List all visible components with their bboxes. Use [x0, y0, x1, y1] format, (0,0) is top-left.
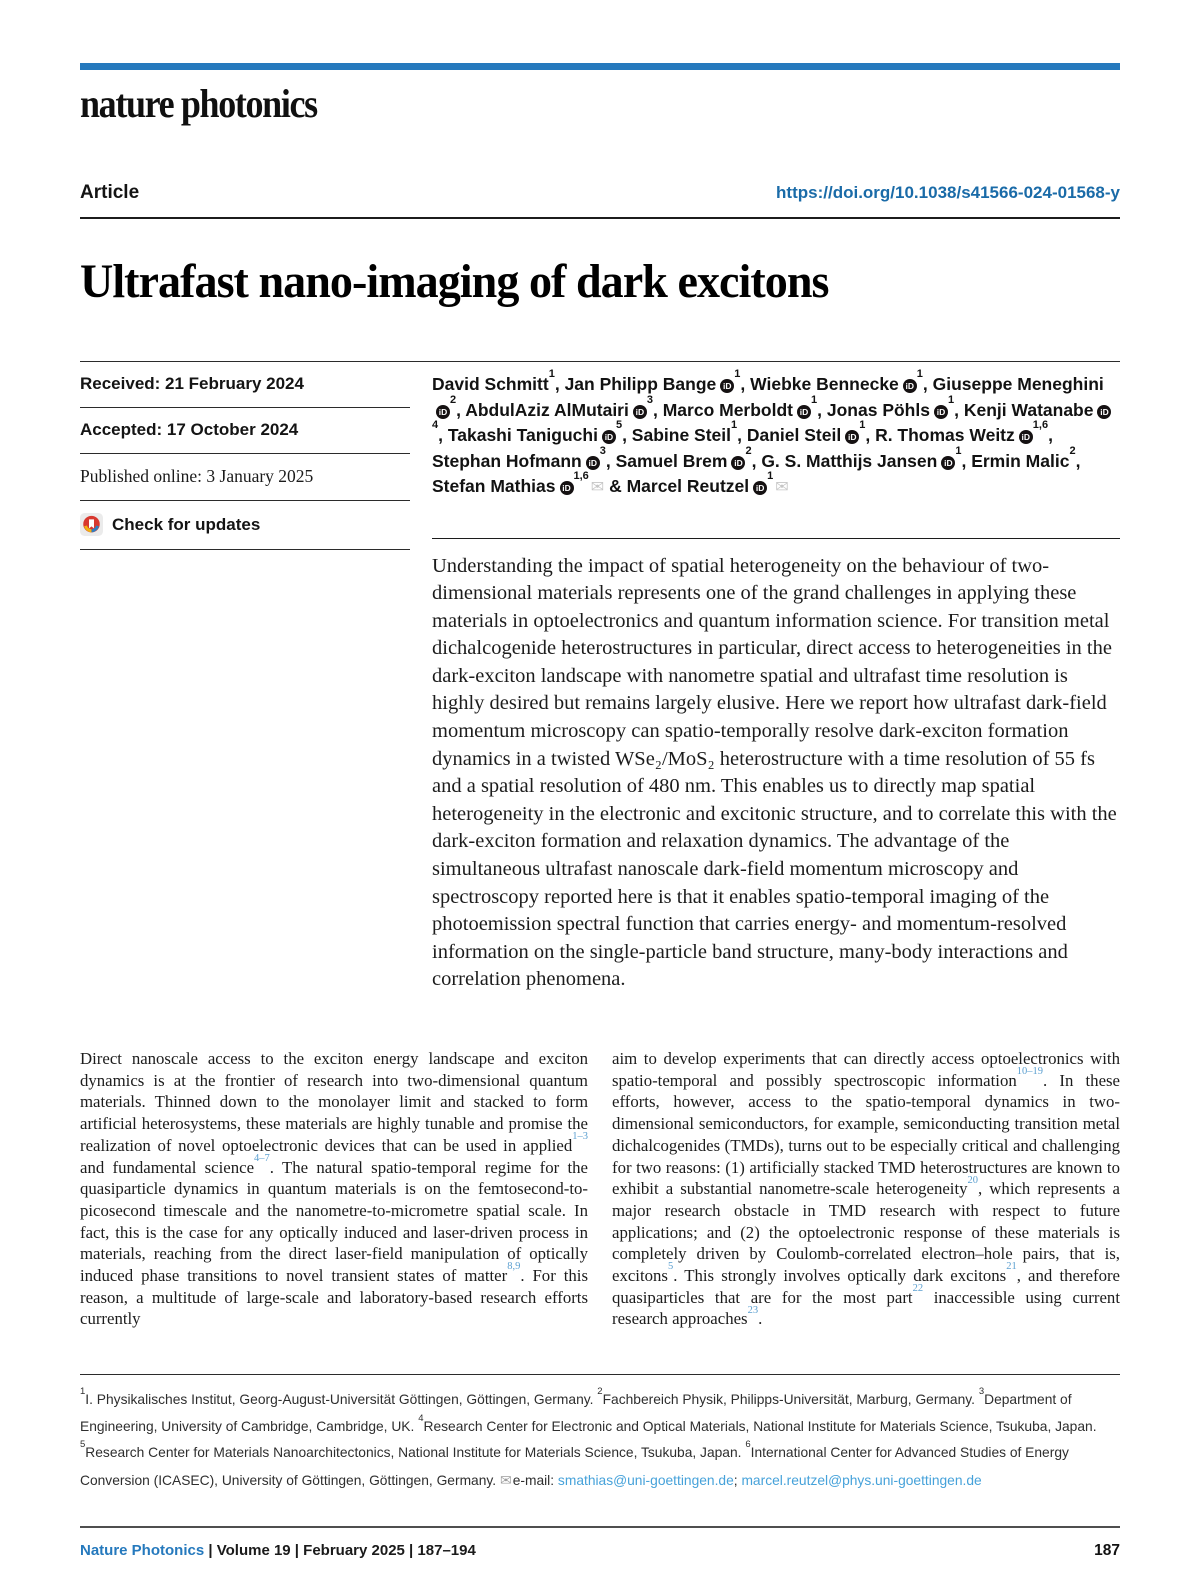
- authors-and-abstract-column: [432, 362, 1120, 994]
- orcid-icon[interactable]: iD: [1097, 405, 1111, 419]
- orcid-icon[interactable]: iD: [602, 430, 616, 444]
- author-affiliation-superscript: 1: [916, 368, 923, 381]
- author-name: Samuel Brem $iD^2$: [615, 444, 752, 471]
- page-footer: [80, 1526, 1120, 1560]
- journal-logo: nature photonics: [80, 81, 317, 126]
- abstract-text: Understanding the impact of spatial heterogeneity on the behaviour of two-dimensional materials represents one of the grand challenges in applying these materials in optoelectronics and quantum information science. For transition metal dichalcogenide heterostructures in particular, direct access to heterogeneities in the dark-exciton landscape with nanometre spatial and ultrafast time resolution is highly desired but remains largely elusive. Here we report how ultrafast dark-field momentum microscopy can spatio-temporally resolve dark-exciton formation dynamics in a twisted WSe₂/MoS₂ heterostructure with a time resolution of 55 fs and a spatial resolution of 480 nm. This enables us to directly map spatial heterogeneity in the electronic and excitonic structure, and to correlate this with the dark-exciton formation and relaxation dynamics. The advantage of the simultaneous ultrafast nanoscale dark-field momentum microscopy and spectroscopy reported here is that it enables spatio-temporal imaging of the photoemission spectral function that carries energy- and momentum-resolved information on the single-particle band structure, many-body interactions and correlation phenomena.: [432, 538, 1120, 995]
- envelope-icon[interactable]: ✉: [590, 479, 605, 496]
- author-name: R. Thomas Weitz iD$^{1,6}$: [875, 419, 1049, 445]
- author-affiliation-superscript: 1: [731, 419, 738, 432]
- footer-journal-link[interactable]: Nature Photonics: [80, 1542, 205, 1559]
- authors-list: David Schmitt$^1$, Jan Philipp Bange $iD^1$, Wiebke Bennecke $iD^1$, Giuseppe MeneghiniiD$^2$, AbdulAziz AlMutairi $iD^3$, Marco Merboldt $iD^1$, Jonas Pöhls $iD^1$, Kenji Watanabe $iD^4$, Takashi Taniguchi $iD^5$, Sabine Steil$^1$, Daniel Steil $iD^1$, R. Thomas Weitz iD$^{1,6}$, Stephan Hofmann $iD^3$, Samuel Brem $iD^2$, G. S. Matthijs Jansen $iD^1$, Ermin Malic$^2$, Stefan Mathias iD$^{1,6}$✉ & Marcel Reutzel $iD^1✉$: [432, 362, 1120, 501]
- envelope-icon: ✉: [499, 1471, 512, 1488]
- orcid-icon[interactable]: iD: [1019, 430, 1033, 444]
- header-divider: [80, 217, 1120, 219]
- author-affiliation-superscript: 5: [615, 419, 623, 432]
- doi-link[interactable]: https://doi.org/10.1038/s41566-024-01568-y: [776, 183, 1120, 202]
- author-name: Sabine Steil$^1$: [631, 419, 738, 445]
- author-name: Stefan Mathias iD$^{1,6}$✉: [432, 470, 605, 496]
- affiliation-number: 4: [418, 1412, 424, 1424]
- reference-citation-link[interactable]: 20: [967, 1174, 979, 1186]
- orcid-icon[interactable]: iD: [845, 430, 859, 444]
- author-name: Daniel Steil $iD^1$: [746, 419, 866, 445]
- author-affiliation-superscript: 2: [1069, 444, 1076, 457]
- reference-citation-link[interactable]: 4–7: [254, 1152, 270, 1164]
- author-name: AbdulAziz AlMutairi $iD^3$: [465, 393, 653, 420]
- author-name: Marcel Reutzel $iD^1✉$: [626, 470, 789, 496]
- brand-color-bar: [80, 63, 1120, 70]
- body-text-section: [80, 1048, 1120, 1330]
- reference-citation-link[interactable]: 22: [912, 1283, 924, 1295]
- received-date: Received: 21 February 2024: [80, 362, 410, 408]
- email-link[interactable]: smathias@uni-goettingen.de: [557, 1472, 734, 1488]
- affiliation-number: 1: [80, 1386, 86, 1398]
- author-affiliation-superscript: 1: [955, 444, 962, 457]
- author-name: Takashi Taniguchi $iD^5$: [447, 419, 623, 445]
- author-affiliation-superscript: 3: [599, 444, 606, 457]
- article-type-label: Article: [80, 182, 140, 203]
- meta-and-authors-section: [80, 361, 1120, 994]
- reference-citation-link[interactable]: 1–3: [572, 1131, 588, 1143]
- reference-citation-link[interactable]: 5: [667, 1261, 674, 1273]
- author-affiliation-superscript: 1: [947, 393, 955, 406]
- reference-citation-link[interactable]: 21: [1006, 1261, 1017, 1273]
- crossmark-icon: [80, 513, 103, 536]
- author-name: Marco Merboldt $iD^1$: [662, 393, 818, 420]
- published-date: Published online: 3 January 2025: [80, 454, 410, 501]
- orcid-icon[interactable]: iD: [720, 379, 734, 393]
- author-affiliation-superscript: 1: [811, 393, 818, 406]
- author-affiliation-superscript: 2: [450, 393, 457, 406]
- footer-volume-issue: | Volume 19 | February 2025 | 187–194: [204, 1542, 476, 1559]
- orcid-icon[interactable]: iD: [560, 481, 574, 495]
- author-name: G. S. Matthijs Jansen $iD^1$: [761, 444, 962, 471]
- author-name: Jan Philipp Bange $iD^1$: [564, 368, 741, 394]
- author-name: Ermin Malic$^2$: [971, 444, 1076, 471]
- body-column-right: aim to develop experiments that can directly access optoelectronics with spatio-temporal and possibly spectroscopic information$^{10-19}$. In these efforts, however, access to the spatio-temporal dynamics in two-dimensional semiconductors, for example, semiconducting transition metal dichalcogenides (TMDs), turns out to be especially critical and challenging for two reasons: (1) artificially stacked TMD heterostructures are known to exhibit a substantial nanometre-scale heterogeneity$^{20}$, which represents a major research obstacle in TMD research with respect to future applications; and (2) the optoelectronic response of these materials is completely driven by Coulomb-correlated electron–hole pairs, that is, excitons$^5$. This strongly involves optically dark excitons$^{21}$, and therefore quasiparticles that are for the most part$^{22}$ inaccessible using current research approaches$^{23}$.: [612, 1049, 1120, 1329]
- orcid-icon[interactable]: iD: [633, 405, 647, 419]
- page-number: 187: [1094, 1542, 1120, 1559]
- affiliation-number: 6: [745, 1439, 751, 1451]
- email-link[interactable]: marcel.reutzel@phys.uni-goettingen.de: [741, 1472, 982, 1488]
- orcid-icon[interactable]: iD: [586, 456, 600, 470]
- orcid-icon[interactable]: iD: [731, 456, 745, 470]
- affiliation-number: 3: [978, 1386, 985, 1398]
- dates-column: [80, 362, 410, 994]
- check-for-updates-badge[interactable]: [80, 501, 410, 550]
- affiliations-footnote: $^1$I. Physikalisches Institut, Georg-August-Universität Göttingen, Göttingen, Germany. $^2$Fachbereich Physik, Philipps-Universität, Marburg, Germany. $^3$Department of Engineering, University of Cambridge, Cambridge, UK. $^4$Research Center for Electronic and Optical Materials, National Institute for Materials Science, Tsukuba, Japan. $^5$Research Center for Materials Nanoarchitectonics, National Institute for Materials Science, Tsukuba, Japan. $^6$International Center for Advanced Studies of Energy Conversion (ICASEC), University of Göttingen, Göttingen, Germany. ✉e-mail: smathias@uni-goettingen.de; marcel.reutzel@phys.uni-goettingen.de: [80, 1374, 1120, 1494]
- author-affiliation-superscript: 4: [432, 419, 439, 432]
- author-affiliation-superscript: 1: [767, 470, 774, 483]
- reference-citation-link[interactable]: 23: [747, 1304, 759, 1316]
- article-header-row: [80, 182, 1120, 204]
- author-affiliation-superscript: 1: [734, 368, 741, 381]
- author-affiliation-superscript: 3: [646, 393, 653, 406]
- author-name: Stephan Hofmann $iD^3$: [432, 444, 606, 471]
- body-column-left: Direct nanoscale access to the exciton energy landscape and exciton dynamics is at the frontier of research into two-dimensional quantum materials. Thinned down to the monolayer limit and stacked to form artificial heterosystems, these materials are highly tunable and promise the realization of novel optoelectronic devices that can be used in applied$^{1-3}$ and fundamental science$^{4-7}$. The natural spatio-temporal regime for the quasiparticle dynamics in quantum materials is on the femtosecond-to-picosecond timescale and the nanometre-to-micrometre spatial scale. In fact, this is the case for any optically induced and laser-driven process in materials, reaching from the direct laser-field manipulation of optically induced phase transitions to novel transient states of matter$^{8,9}$. For this reason, a multitude of large-scale and laboratory-based research efforts currently: [80, 1049, 588, 1329]
- orcid-icon[interactable]: iD: [934, 405, 948, 419]
- author-name: Giuseppe MeneghiniiD$^2$: [432, 374, 1104, 420]
- author-affiliation-superscript: 1,6: [573, 470, 589, 483]
- reference-citation-link[interactable]: 10–19: [1016, 1066, 1043, 1078]
- orcid-icon[interactable]: iD: [941, 456, 955, 470]
- check-for-updates-label: Check for updates: [112, 514, 261, 534]
- paper-title: Ultrafast nano-imaging of dark excitons: [80, 255, 829, 309]
- author-name: Wiebke Bennecke $iD^1$: [750, 368, 923, 394]
- orcid-icon[interactable]: iD: [436, 405, 450, 419]
- author-affiliation-superscript: 1,6: [1032, 419, 1049, 432]
- orcid-icon[interactable]: iD: [797, 405, 811, 419]
- author-affiliation-superscript: 1: [548, 368, 555, 381]
- author-affiliation-superscript: 2: [745, 444, 752, 457]
- author-name: David Schmitt$^1$: [432, 368, 555, 394]
- reference-citation-link[interactable]: 8,9: [507, 1261, 521, 1273]
- orcid-icon[interactable]: iD: [753, 481, 767, 495]
- envelope-icon[interactable]: ✉: [775, 479, 789, 496]
- orcid-icon[interactable]: iD: [903, 379, 917, 393]
- affiliation-number: 5: [80, 1439, 86, 1451]
- author-affiliation-superscript: 1: [859, 419, 866, 432]
- author-name: Kenji Watanabe $iD^4$: [432, 400, 1111, 446]
- accepted-date: Accepted: 17 October 2024: [80, 408, 410, 454]
- affiliation-number: 2: [597, 1386, 603, 1398]
- footer-citation: [80, 1542, 476, 1559]
- author-name: Jonas Pöhls $iD^1$: [826, 393, 955, 420]
